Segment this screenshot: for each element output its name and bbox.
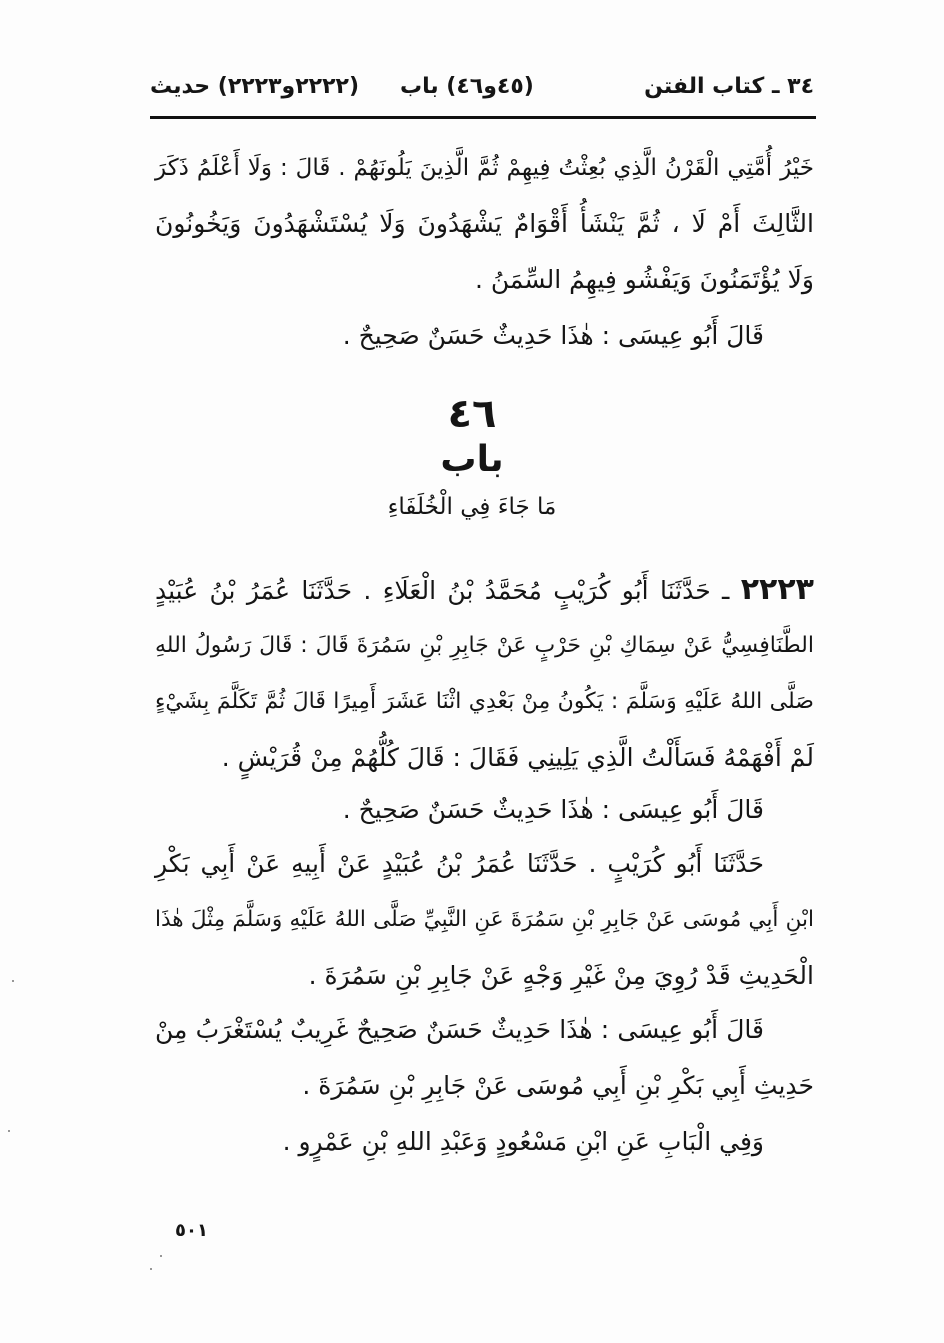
text-line: حَدَّثَنَا أَبُو كُرَيْبٍ . حَدَّثَنَا عُمَرُ بْنُ عُبَيْدٍ عَنْ أَبِيهِ عَنْ أَبِي بَكْرِ bbox=[155, 849, 764, 878]
grading-line: قَالَ أَبُو عِيسَى : هٰذَا حَدِيثٌ حَسَنٌ صَحِيحٌ . bbox=[342, 321, 764, 350]
header-book-title: ٣٤ ـ كتاب الفتن bbox=[644, 74, 814, 99]
hadith-text: ـ حَدَّثَنَا أَبُو كُرَيْبٍ مُحَمَّدُ بْنُ الْعَلَاءِ . حَدَّثَنَا عُمَرُ بْنُ عُبَيْدٍ bbox=[155, 576, 730, 605]
text-line: صَلَّى اللهُ عَلَيْهِ وَسَلَّمَ : يَكُونُ مِنْ بَعْدِي اثْنَا عَشَرَ أَمِيرًا قَالَ ثُمَّ تَكَلَّمَ بِشَيْءٍ bbox=[155, 689, 814, 714]
chapter-label: باب bbox=[440, 439, 504, 480]
chapter-title: مَا جَاءَ فِي الْخُلَفَاءِ bbox=[387, 494, 557, 520]
text-line: لَمْ أَفْهَمْهُ فَسَأَلْتُ الَّذِي يَلِينِي فَقَالَ : قَالَ كُلُّهُمْ مِنْ قُرَيْشٍ . bbox=[221, 743, 814, 772]
text-line: وَفِي الْبَابِ عَنِ ابْنِ مَسْعُودٍ وَعَبْدِ اللهِ بْنِ عَمْرٍو . bbox=[282, 1127, 764, 1156]
text-line: الطَّنَافِسِيُّ عَنْ سِمَاكِ بْنِ حَرْبٍ عَنْ جَابِرِ بْنِ سَمُرَةَ قَالَ : قَالَ رَسُولُ اللهِ bbox=[155, 633, 814, 658]
scan-speck bbox=[160, 1255, 162, 1257]
header-divider bbox=[150, 116, 816, 119]
grading-line: قَالَ أَبُو عِيسَى : هٰذَا حَدِيثٌ حَسَنٌ صَحِيحٌ غَرِيبٌ يُسْتَغْرَبُ مِنْ bbox=[155, 1015, 764, 1044]
header-hadith-ref: (٢٢٢٢و٢٢٢٣) حديث bbox=[150, 74, 360, 99]
scan-speck bbox=[150, 1268, 152, 1270]
text-line: وَلَا يُؤْتَمَنُونَ وَيَفْشُو فِيهِمُ السِّمَنُ . bbox=[474, 265, 814, 294]
scan-speck bbox=[8, 1130, 10, 1132]
hadith-first-line bbox=[155, 572, 814, 609]
running-header bbox=[150, 66, 814, 110]
scan-speck bbox=[12, 980, 14, 982]
text-line: الْحَدِيثِ قَدْ رُوِيَ مِنْ غَيْرِ وَجْهٍ عَنْ جَابِرِ بْنِ سَمُرَةَ . bbox=[308, 961, 814, 990]
hadith-number: ٢٢٢٣ bbox=[740, 572, 814, 607]
header-chapter-ref: (٤٥و٤٦) باب bbox=[400, 74, 534, 99]
chapter-number: ٤٦ bbox=[447, 391, 497, 437]
page-number: ٥٠١ bbox=[175, 1220, 208, 1241]
text-line: الثَّالِثَ أَمْ لَا ، ثُمَّ يَنْشَأُ أَقْوَامٌ يَشْهَدُونَ وَلَا يُسْتَشْهَدُونَ وَيَخُونُونَ bbox=[155, 209, 814, 238]
text-line: ابْنِ أَبِي مُوسَى عَنْ جَابِرِ بْنِ سَمُرَةَ عَنِ النَّبِيِّ صَلَّى اللهُ عَلَيْهِ وَسَلَّمَ مِثْلَ هٰذَا bbox=[155, 907, 814, 932]
text-line: خَيْرُ أُمَّتِي الْقَرْنُ الَّذِي بُعِثْتُ فِيهِمْ ثُمَّ الَّذِينَ يَلُونَهُمْ . قَالَ : وَلَا أَعْلَمُ ذَكَرَ bbox=[155, 155, 814, 181]
text-line: حَدِيثِ أَبِي بَكْرِ بْنِ أَبِي مُوسَى عَنْ جَابِرِ بْنِ سَمُرَةَ . bbox=[302, 1071, 814, 1100]
grading-line: قَالَ أَبُو عِيسَى : هٰذَا حَدِيثٌ حَسَنٌ صَحِيحٌ . bbox=[342, 795, 764, 824]
